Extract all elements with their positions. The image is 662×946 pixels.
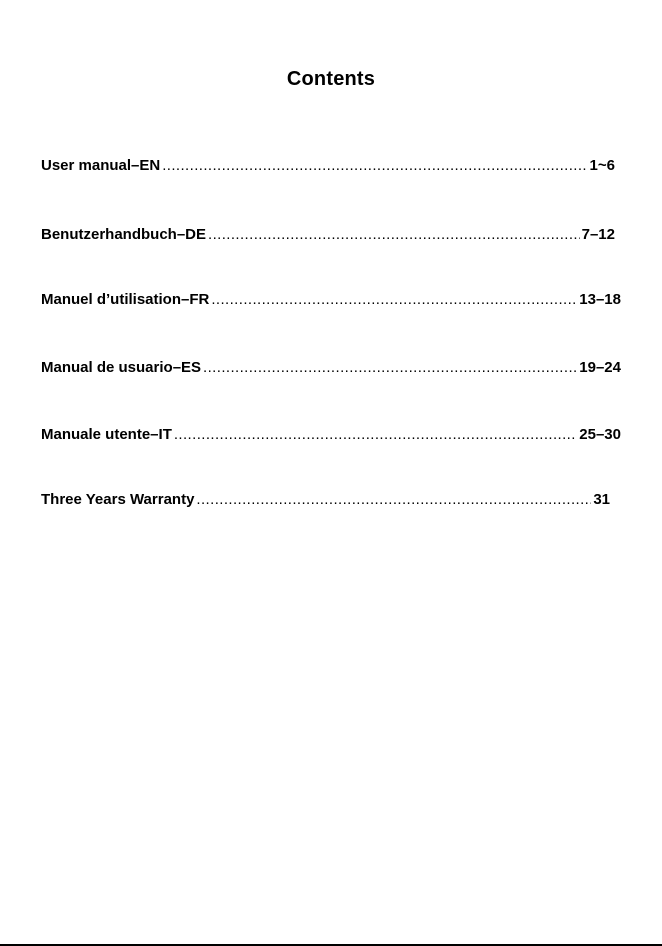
toc-entry-label: Manuale utente–IT — [41, 426, 172, 443]
page-title: Contents — [286, 68, 376, 90]
toc-leader-dots — [172, 426, 577, 443]
toc-entry-label: User manual–EN — [41, 157, 161, 174]
toc-entry-page: 1~6 — [589, 157, 615, 174]
toc-entry-label: Three Years Warranty — [41, 491, 195, 508]
toc-entry-page: 19–24 — [579, 359, 621, 376]
toc-leader-dots — [206, 226, 580, 243]
toc-entry-page: 13–18 — [579, 291, 621, 308]
toc-entry-page: 7–12 — [581, 226, 615, 243]
toc-entry-page: 31 — [593, 491, 610, 508]
toc-entry-es[interactable] — [41, 359, 621, 381]
toc-entry-de[interactable] — [41, 226, 615, 248]
toc-entry-it[interactable] — [41, 426, 621, 448]
toc-entry-label: Manual de usuario–ES — [41, 359, 202, 376]
toc-entry-page: 25–30 — [579, 426, 621, 443]
toc-entry-fr[interactable] — [41, 291, 621, 313]
toc-entry-en[interactable] — [41, 157, 615, 179]
toc-leader-dots — [160, 157, 587, 174]
toc-leader-dots — [209, 291, 577, 308]
toc-leader-dots — [194, 491, 591, 508]
toc-entry-label: Benutzerhandbuch–DE — [41, 226, 207, 243]
toc-leader-dots — [201, 359, 577, 376]
toc-entry-label: Manuel d’utilisation–FR — [41, 291, 210, 308]
toc-entry-warranty[interactable] — [41, 491, 610, 513]
